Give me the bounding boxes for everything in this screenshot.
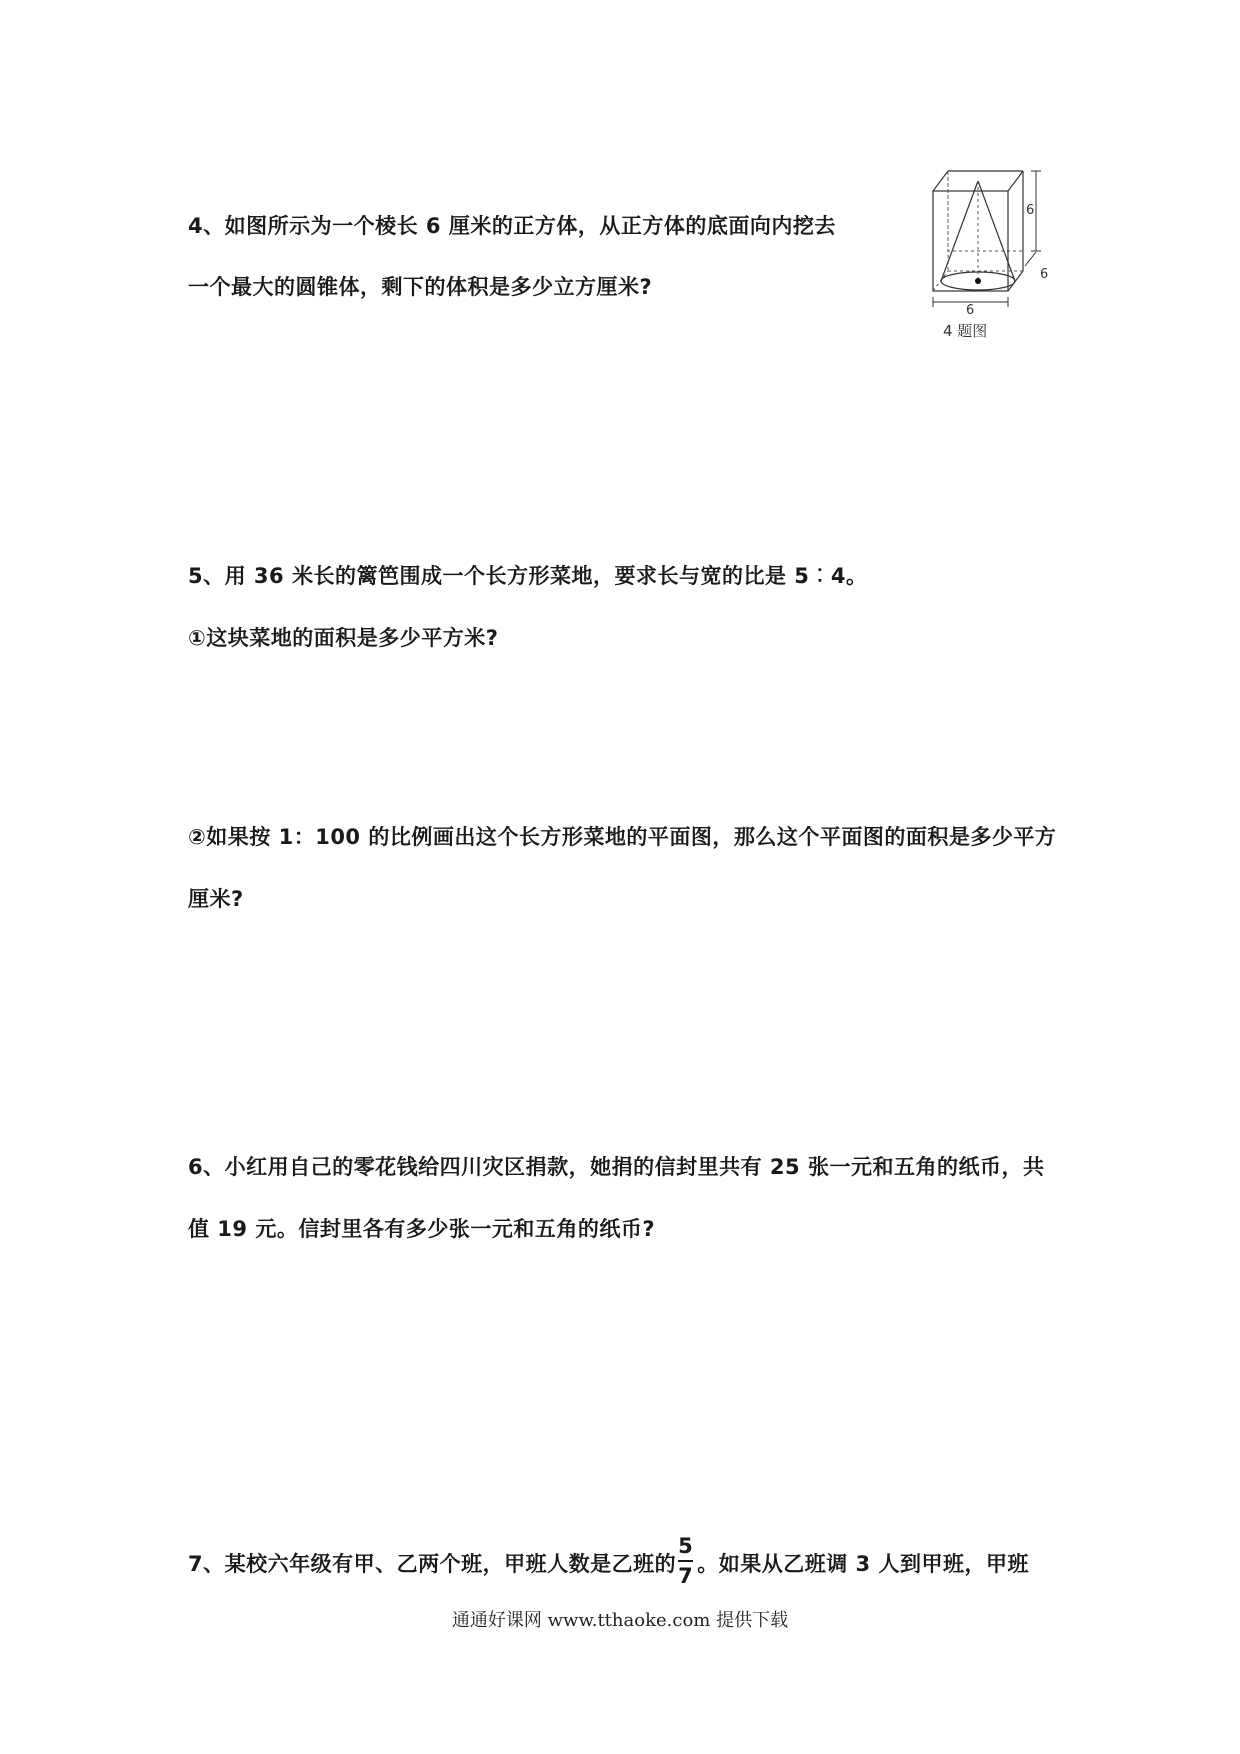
- q5-line2: ①这块菜地的面积是多少平方米?: [188, 626, 499, 650]
- height-label: 6: [1026, 203, 1035, 218]
- q7-fraction-numerator: 5: [678, 1534, 694, 1558]
- q5-line1: 5、用 36 米长的篱笆围成一个长方形菜地，要求长与宽的比是 5︰4。: [188, 564, 868, 588]
- q4-line1: 4、如图所示为一个棱长 6 厘米的正方体，从正方体的底面向内挖去: [188, 214, 836, 238]
- q4-line2: 一个最大的圆锥体，剩下的体积是多少立方厘米?: [188, 275, 653, 299]
- q7-fraction-denominator: 7: [678, 1564, 694, 1588]
- q7-line1: [188, 1534, 1029, 1592]
- q7-fraction-bar: [678, 1560, 693, 1562]
- figure-caption: 4 题图: [943, 322, 988, 340]
- q7-text-after: 。如果从乙班调 3 人到甲班，甲班: [697, 1552, 1029, 1576]
- cube-cone-figure: [928, 166, 1078, 346]
- q7-text-before: 7、某校六年级有甲、乙两个班，甲班人数是乙班的: [188, 1552, 677, 1576]
- width-label: 6: [966, 303, 975, 316]
- q5-line4: 厘米?: [188, 887, 244, 911]
- q6-line2: 值 19 元。信封里各有多少张一元和五角的纸币?: [188, 1217, 656, 1241]
- page-footer: 通通好课网 www.tthaoke.com 提供下载: [451, 1610, 789, 1631]
- q5-line3: ②如果按 1：100 的比例画出这个长方形菜地的平面图，那么这个平面图的面积是多少平方: [188, 825, 1057, 849]
- q7-fraction: [678, 1534, 693, 1588]
- q6-line1: 6、小红用自己的零花钱给四川灾区捐款，她捐的信封里共有 25 张一元和五角的纸币，共: [188, 1155, 1045, 1179]
- depth-label: 6: [1040, 267, 1049, 282]
